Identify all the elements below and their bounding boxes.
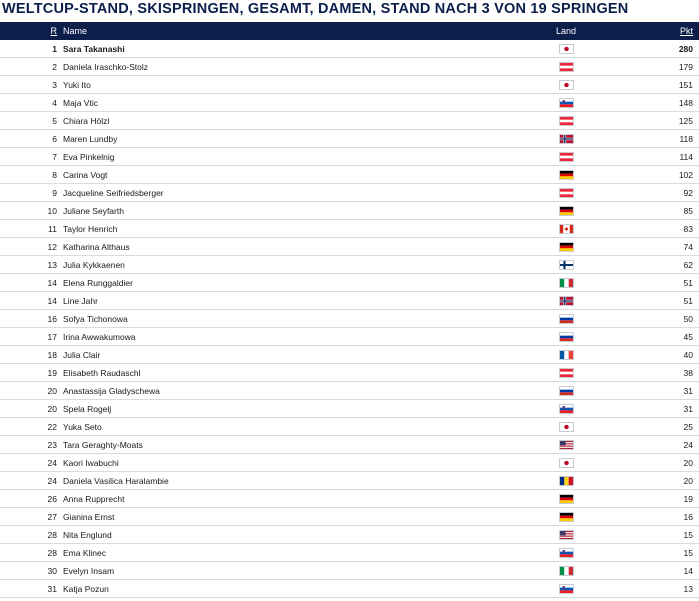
flag-romania-icon xyxy=(559,476,574,486)
country-cell xyxy=(535,62,597,72)
rank-cell: 19 xyxy=(47,367,57,378)
athlete-name: Daniela Iraschko-Stolz xyxy=(63,61,149,72)
athlete-name: Eva Pinkelnig xyxy=(63,151,115,162)
athlete-name: Jacqueline Seifriedsberger xyxy=(63,187,164,198)
flag-canada-icon xyxy=(559,224,574,234)
table-row xyxy=(0,454,699,472)
table-row xyxy=(0,436,699,454)
rank-cell: 24 xyxy=(47,457,57,468)
athlete-name: Evelyn Insam xyxy=(63,565,115,576)
rank-cell: 12 xyxy=(47,241,57,252)
rank-cell: 2 xyxy=(52,61,57,72)
athlete-name: Line Jahr xyxy=(63,295,98,306)
athlete-name: Yuka Seto xyxy=(63,421,102,432)
rank-cell: 11 xyxy=(48,223,57,234)
athlete-name: Elena Runggaldier xyxy=(63,277,133,288)
points-cell: 118 xyxy=(679,133,693,144)
rank-cell: 7 xyxy=(52,151,57,162)
flag-slovenia-icon xyxy=(559,584,574,594)
flag-italy-icon xyxy=(559,566,574,576)
table-row xyxy=(0,310,699,328)
country-cell xyxy=(535,152,597,162)
table-row xyxy=(0,184,699,202)
flag-japan-icon xyxy=(559,458,574,468)
country-cell xyxy=(535,530,597,540)
column-header-points[interactable]: Pkt xyxy=(679,26,693,36)
points-cell: 51 xyxy=(683,295,693,306)
country-cell xyxy=(535,116,597,126)
rank-cell: 30 xyxy=(47,565,57,576)
table-row xyxy=(0,166,699,184)
points-cell: 25 xyxy=(683,421,693,432)
athlete-name: Anna Rupprecht xyxy=(63,493,125,504)
country-cell xyxy=(535,386,597,396)
points-cell: 20 xyxy=(683,475,693,486)
points-cell: 280 xyxy=(678,43,693,54)
athlete-name: Gianina Ernst xyxy=(63,511,115,522)
points-cell: 38 xyxy=(683,367,693,378)
country-cell xyxy=(535,566,597,576)
athlete-name: Maja Vtic xyxy=(63,97,98,108)
points-cell: 31 xyxy=(683,403,693,414)
rank-cell: 26 xyxy=(47,493,57,504)
flag-japan-icon xyxy=(559,422,574,432)
points-cell: 24 xyxy=(683,439,693,450)
rank-cell: 18 xyxy=(47,349,57,360)
athlete-name: Nita Englund xyxy=(63,529,112,540)
country-cell xyxy=(535,440,597,450)
table-row xyxy=(0,526,699,544)
points-cell: 16 xyxy=(683,511,693,522)
flag-finland-icon xyxy=(559,260,574,270)
country-cell xyxy=(535,584,597,594)
flag-germany-icon xyxy=(559,242,574,252)
points-cell: 151 xyxy=(678,79,693,90)
rank-cell: 10 xyxy=(47,205,57,216)
table-row xyxy=(0,220,699,238)
table-row xyxy=(0,490,699,508)
rank-cell: 3 xyxy=(52,79,57,90)
flag-germany-icon xyxy=(559,494,574,504)
table-row xyxy=(0,238,699,256)
country-cell xyxy=(535,422,597,432)
table-row xyxy=(0,472,699,490)
table-row xyxy=(0,256,699,274)
flag-austria-icon xyxy=(559,188,574,198)
athlete-name: Tara Geraghty-Moats xyxy=(63,439,143,450)
points-cell: 50 xyxy=(683,313,693,324)
country-cell xyxy=(535,350,597,360)
flag-russia-icon xyxy=(559,332,574,342)
points-cell: 125 xyxy=(678,115,693,126)
flag-slovenia-icon xyxy=(559,98,574,108)
flag-russia-icon xyxy=(559,314,574,324)
column-header-land[interactable]: Land xyxy=(555,26,577,36)
rank-cell: 28 xyxy=(47,529,57,540)
table-row xyxy=(0,40,699,58)
athlete-name: Taylor Henrich xyxy=(63,223,118,234)
table-row xyxy=(0,580,699,598)
athlete-name: Spela Rogelj xyxy=(63,403,112,414)
table-row xyxy=(0,364,699,382)
rank-cell: 17 xyxy=(47,331,57,342)
table-row xyxy=(0,562,699,580)
points-cell: 15 xyxy=(683,547,693,558)
flag-japan-icon xyxy=(559,44,574,54)
points-cell: 74 xyxy=(683,241,693,252)
flag-france-icon xyxy=(559,350,574,360)
points-cell: 62 xyxy=(683,259,693,270)
table-row xyxy=(0,292,699,310)
country-cell xyxy=(535,296,597,306)
flag-slovenia-icon xyxy=(559,404,574,414)
page-title: WELTCUP-STAND, SKISPRINGEN, GESAMT, DAMEN, STAND NACH 3 VON 19 SPRINGEN xyxy=(2,1,629,17)
table-row xyxy=(0,58,699,76)
table-row xyxy=(0,202,699,220)
points-cell: 148 xyxy=(678,97,693,108)
athlete-name: Yuki Ito xyxy=(63,79,91,90)
table-row xyxy=(0,130,699,148)
points-cell: 102 xyxy=(678,169,693,180)
table-row xyxy=(0,148,699,166)
country-cell xyxy=(535,242,597,252)
rank-cell: 27 xyxy=(47,511,57,522)
flag-italy-icon xyxy=(559,278,574,288)
country-cell xyxy=(535,332,597,342)
country-cell xyxy=(535,98,597,108)
flag-germany-icon xyxy=(559,206,574,216)
points-cell: 179 xyxy=(678,61,693,72)
athlete-name: Sara Takanashi xyxy=(63,43,125,54)
athlete-name: Daniela Vasilica Haralambie xyxy=(63,475,169,486)
country-cell xyxy=(535,80,597,90)
points-cell: 51 xyxy=(683,277,693,288)
athlete-name: Elisabeth Raudaschl xyxy=(63,367,141,378)
rank-cell: 9 xyxy=(52,187,57,198)
country-cell xyxy=(535,476,597,486)
athlete-name: Ema Klinec xyxy=(63,547,106,558)
flag-usa-icon xyxy=(559,530,574,540)
points-cell: 40 xyxy=(683,349,693,360)
rank-cell: 5 xyxy=(52,115,57,126)
country-cell xyxy=(535,368,597,378)
rank-cell: 1 xyxy=(52,43,57,54)
table-row xyxy=(0,94,699,112)
table-row xyxy=(0,328,699,346)
points-cell: 19 xyxy=(683,493,693,504)
table-row xyxy=(0,76,699,94)
country-cell xyxy=(535,548,597,558)
column-header-name[interactable]: Name xyxy=(63,26,88,36)
points-cell: 92 xyxy=(683,187,693,198)
country-cell xyxy=(535,512,597,522)
flag-norway-icon xyxy=(559,296,574,306)
athlete-name: Katharina Althaus xyxy=(63,241,130,252)
rank-cell: 20 xyxy=(47,385,57,396)
table-row xyxy=(0,508,699,526)
table-body xyxy=(0,40,699,598)
athlete-name: Maren Lundby xyxy=(63,133,118,144)
athlete-name: Carina Vogt xyxy=(63,169,108,180)
rank-cell: 8 xyxy=(52,169,57,180)
country-cell xyxy=(535,224,597,234)
rank-cell: 20 xyxy=(47,403,57,414)
rank-cell: 22 xyxy=(47,421,57,432)
points-cell: 45 xyxy=(683,331,693,342)
rank-cell: 28 xyxy=(47,547,57,558)
country-cell xyxy=(535,404,597,414)
table-row xyxy=(0,112,699,130)
points-cell: 14 xyxy=(683,565,693,576)
flag-austria-icon xyxy=(559,152,574,162)
flag-germany-icon xyxy=(559,170,574,180)
flag-russia-icon xyxy=(559,386,574,396)
athlete-name: Julia Clair xyxy=(63,349,101,360)
country-cell xyxy=(535,134,597,144)
table-row xyxy=(0,346,699,364)
flag-germany-icon xyxy=(559,512,574,522)
rank-cell: 14 xyxy=(47,277,57,288)
rank-cell: 6 xyxy=(52,133,57,144)
athlete-name: Irina Awwakumowa xyxy=(63,331,136,342)
table-row xyxy=(0,274,699,292)
standings-table xyxy=(0,22,699,598)
table-row xyxy=(0,418,699,436)
athlete-name: Julia Kykkaenen xyxy=(63,259,125,270)
athlete-name: Katja Pozun xyxy=(63,583,109,594)
rank-cell: 4 xyxy=(52,97,57,108)
country-cell xyxy=(535,170,597,180)
rank-cell: 23 xyxy=(47,439,57,450)
rank-cell: 24 xyxy=(47,475,57,486)
country-cell xyxy=(535,278,597,288)
country-cell xyxy=(535,44,597,54)
points-cell: 20 xyxy=(683,457,693,468)
country-cell xyxy=(535,314,597,324)
rank-cell: 14 xyxy=(47,295,57,306)
rank-cell: 31 xyxy=(47,583,57,594)
table-row xyxy=(0,382,699,400)
flag-japan-icon xyxy=(559,80,574,90)
flag-slovenia-icon xyxy=(559,548,574,558)
points-cell: 83 xyxy=(683,223,693,234)
points-cell: 31 xyxy=(683,385,693,396)
country-cell xyxy=(535,206,597,216)
table-row xyxy=(0,400,699,418)
points-cell: 13 xyxy=(683,583,693,594)
athlete-name: Sofya Tichonowa xyxy=(63,313,128,324)
country-cell xyxy=(535,188,597,198)
athlete-name: Juliane Seyfarth xyxy=(63,205,124,216)
column-header-rank[interactable]: R xyxy=(50,26,57,36)
table-row xyxy=(0,544,699,562)
country-cell xyxy=(535,260,597,270)
flag-austria-icon xyxy=(559,368,574,378)
rank-cell: 13 xyxy=(47,259,57,270)
table-header xyxy=(0,22,699,40)
flag-austria-icon xyxy=(559,116,574,126)
rank-cell: 16 xyxy=(47,313,57,324)
athlete-name: Chiara Hölzl xyxy=(63,115,110,126)
points-cell: 85 xyxy=(683,205,693,216)
country-cell xyxy=(535,458,597,468)
flag-usa-icon xyxy=(559,440,574,450)
country-cell xyxy=(535,494,597,504)
flag-norway-icon xyxy=(559,134,574,144)
athlete-name: Anastassija Gladyschewa xyxy=(63,385,160,396)
points-cell: 114 xyxy=(679,151,693,162)
points-cell: 15 xyxy=(683,529,693,540)
athlete-name: Kaori Iwabuchi xyxy=(63,457,119,468)
flag-austria-icon xyxy=(559,62,574,72)
